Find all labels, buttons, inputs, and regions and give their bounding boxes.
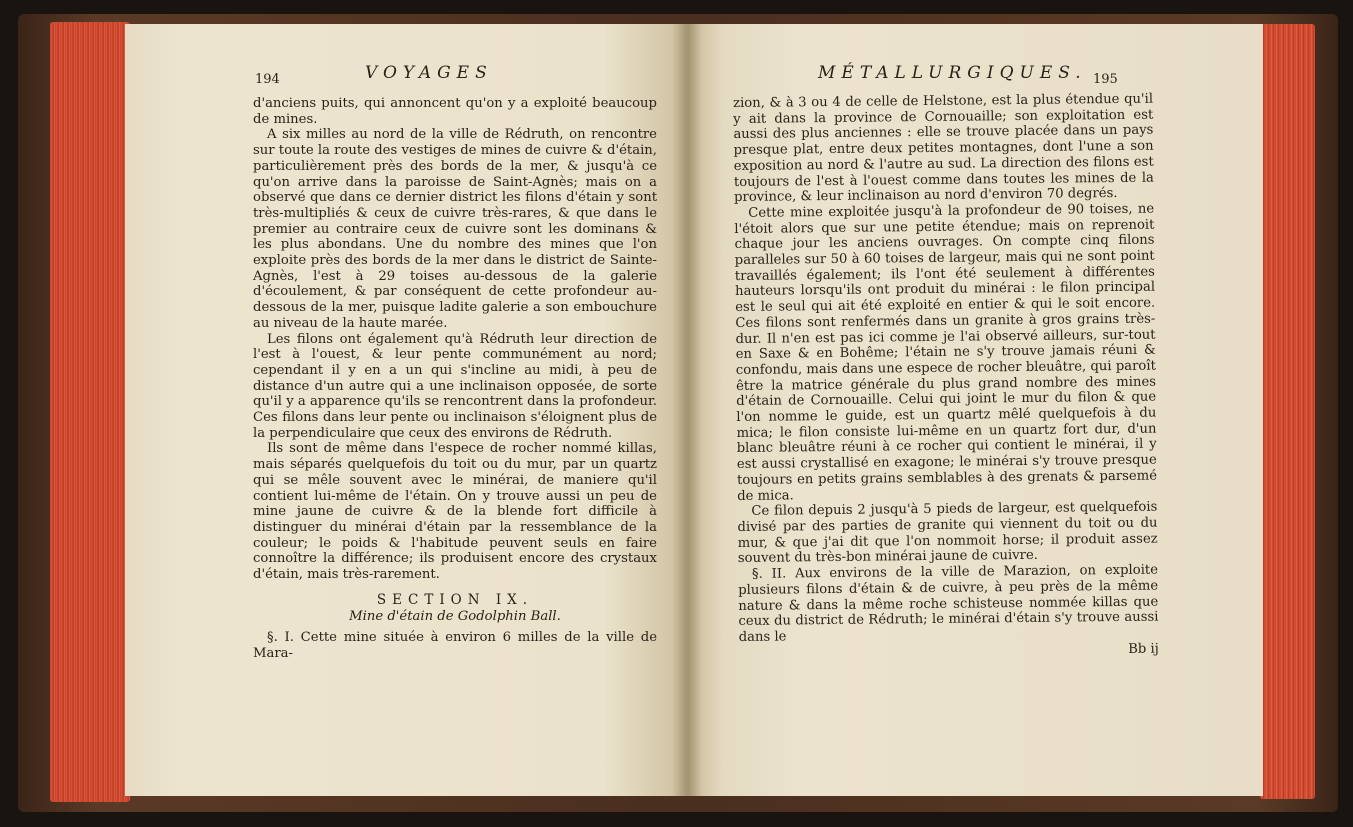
book-gutter xyxy=(672,24,702,796)
page-edges-right xyxy=(1260,24,1315,799)
section-heading: SECTION IX. xyxy=(376,591,534,608)
section-subtitle: Mine d'étain de Godolphin Ball. xyxy=(349,608,561,624)
running-head: MÉTALLURGIQUES. xyxy=(818,63,1087,83)
page-number: 195 xyxy=(1093,72,1118,87)
right-page xyxy=(688,24,1263,796)
paragraph: §. I. Cette mine située à environ 6 milles de la ville de Mara- xyxy=(253,630,657,661)
paragraph: d'anciens puits, qui annoncent qu'on y a exploité beaucoup de mines. xyxy=(253,96,657,127)
paragraph: §. II. Aux environs de la ville de Marazion, on exploite plusieurs filons d'étain & de cuivre, à peu près de la même nature & dans la même roche schisteuse nommée killas que ceux du district de Rédruth; le minérai d'étain s'y trouve aussi dans le xyxy=(738,562,1159,645)
running-head: VOYAGES xyxy=(365,63,493,83)
page-number: 194 xyxy=(255,72,280,87)
page-edges-left xyxy=(50,22,130,802)
paragraph: A six milles au nord de la ville de Rédruth, on rencontre sur toute la route des vestiges de mines de cuivre & d'étain, particulièrement près des bords de la mer, & jusqu'à ce qu'on arrive dans la paroisse de Saint-Agnès; mais on a observé que dans ce dernier district les filons d'étain y sont très-multipliés & ceux de cuivre très-rares, & que dans le premier au contraire ceux de cuivre sont les dominans & les plus abondans. Une du nombre des mines que l'on exploite près des bords de la mer dans le district de Sainte-Agnès, l'est à 29 toises au-dessous de la galerie d'écoulement, & par conséquent de cette profondeur au-dessous de la mer, puisque ladite galerie a son embouchure au niveau de la haute marée. xyxy=(253,127,657,331)
body-text xyxy=(733,92,1159,662)
signature-mark: Bb ij xyxy=(1128,641,1159,657)
paragraph: Les filons ont également qu'à Rédruth leur direction de l'est à l'ouest, & leur pente communément au nord; cependant il y en a un qui s'incline au midi, à peu de distance d'un autre qui a une inclinaison opposée, de sorte qu'il y a apparence qu'ils se rencontrent dans la profondeur. Ces filons dans leur pente ou inclinaison s'éloignent plus de la perpendiculaire que ceux des environs de Rédruth. xyxy=(253,331,657,441)
paragraph: Ce filon depuis 2 jusqu'à 5 pieds de largeur, est quelquefois divisé par des parties de granite qui viennent du toit ou du mur, & que j'ai dit que l'on nommoit horse; il produit assez souvent du très-bon minérai jaune de cuivre. xyxy=(737,499,1158,567)
left-page xyxy=(125,24,688,796)
paragraph: zion, & à 3 ou 4 de celle de Helstone, est la plus étendue qu'il y ait dans la province de Cornouaille; son exploitation est aussi des plus anciennes : elle se trouve placée dans un pays presque plat, entre deux petites montagnes, dont l'une a son exposition au nord & l'autre au sud. La direction des filons est toujours de l'est à l'ouest comme dans toutes les mines de la province, & leur inclinaison au nord d'environ 70 degrés. xyxy=(733,91,1154,206)
paragraph: Cette mine exploitée jusqu'à la profondeur de 90 toises, ne l'étoit alors que sur une petite étendue; mais on reprenoit chaque jour les anciens ouvrages. On compte cinq filons paralleles sur 50 à 60 toises de largeur, mais qui ne sont point travaillés également; ils l'ont été seulement à différentes hauteurs lorsqu'ils ont produit du minérai : le filon principal est le seul qui ait été exploité en entier & qui le soit encore. Ces filons sont renfermés dans un granite à gros grains très-dur. Il n'en est pas ici comme je l'ai observé ailleurs, sur-tout en Saxe & en Bohême; l'étain ne s'y trouve jamais réuni & confondu, mais dans une espece de rocher bleuâtre, qui paroît être la matrice générale du plus grand nombre des mines d'étain de Cornouaille. Celui qui joint le mur du filon & que l'on nomme le guide, est un quartz mêlé quelquefois à du mica; le filon consiste lui-même en un quartz fort dur, d'un blanc bleuâtre réuni à ce rocher qui contient le minérai, il y est aussi crystallisé en exagone; le minérai s'y trouve presque toujours en petits grains semblables à des grenats & parsemé de mica. xyxy=(734,201,1158,504)
body-text xyxy=(253,96,657,662)
paragraph: Ils sont de même dans l'espece de rocher nommé killas, mais séparés quelquefois du toit ou du mur, par un quartz qui se mêle souvent avec le minérai, de maniere qu'il contient lui-même de l'étain. On y trouve aussi un peu de mine jaune de cuivre & de la blende fort difficile à distinguer du minérai d'étain par la ressemblance de la couleur; le poids & l'habitude peuvent seuls en faire connoître la différence; ils produisent encore des crystaux d'étain, mais très-rarement. xyxy=(253,441,657,583)
